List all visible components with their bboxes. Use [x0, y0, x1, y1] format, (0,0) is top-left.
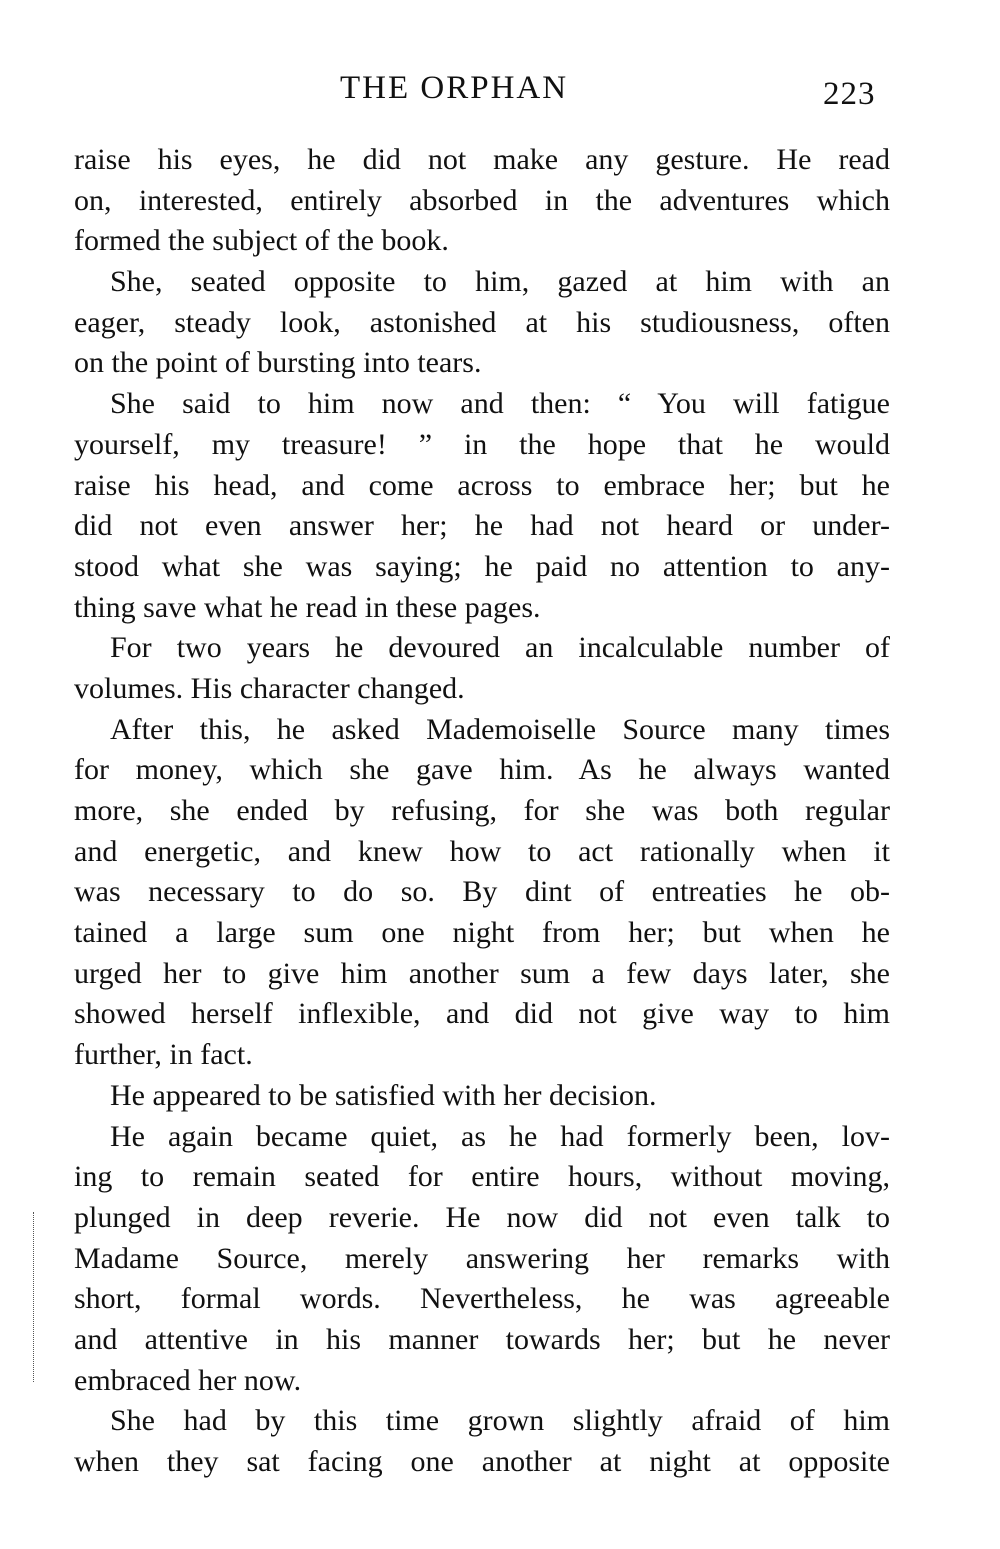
text-line: urged her to give him another sum a few days later, she: [74, 956, 890, 990]
text-line: volumes. His character changed.: [74, 671, 465, 705]
text-line: stood what she was saying; he paid no attention to any-: [74, 549, 890, 583]
text-line: more, she ended by refusing, for she was both regular: [74, 794, 890, 827]
text-line: on the point of bursting into tears.: [74, 346, 482, 380]
paragraph-start-line: She, seated opposite to him, gazed at him with an: [110, 265, 890, 299]
text-line: embraced her now.: [74, 1363, 302, 1397]
paragraph-start-line: He again became quiet, as he had formerly been, lov-: [110, 1119, 890, 1153]
text-line: was necessary to do so. By dint of entreaties he ob-: [74, 875, 890, 909]
text-line: and energetic, and knew how to act rationally when it: [74, 834, 890, 868]
margin-scan-mark: [33, 1212, 34, 1382]
paragraph-start-line: For two years he devoured an incalculable number of: [110, 631, 890, 665]
text-line: tained a large sum one night from her; but when he: [74, 916, 890, 950]
text-line: for money, which she gave him. As he always wanted: [74, 753, 890, 787]
running-title: THE ORPHAN: [340, 70, 569, 106]
text-line: eager, steady look, astonished at his studiousness, often: [74, 305, 890, 339]
text-line: plunged in deep reverie. He now did not even talk to: [74, 1200, 890, 1234]
paragraph-start-line: She had by this time grown slightly afraid of him: [110, 1404, 890, 1438]
text-line: Madame Source, merely answering her remarks with: [74, 1241, 890, 1275]
text-line: raise his eyes, he did not make any gesture. He read: [74, 143, 890, 176]
text-line: thing save what he read in these pages.: [74, 590, 541, 624]
text-line: formed the subject of the book.: [74, 224, 449, 258]
paragraph-start-line: She said to him now and then: “ You will fatigue: [110, 387, 890, 421]
text-line: showed herself inflexible, and did not give way to him: [74, 997, 890, 1031]
text-line: on, interested, entirely absorbed in the adventures which: [74, 183, 890, 217]
text-line: further, in fact.: [74, 1038, 253, 1072]
text-line: ing to remain seated for entire hours, without moving,: [74, 1160, 890, 1194]
text-line: yourself, my treasure! ” in the hope that he would: [74, 427, 890, 461]
running-head: [0, 70, 1000, 120]
page-number: 223: [823, 76, 876, 112]
text-line: raise his head, and come across to embrace her; but he: [74, 468, 890, 502]
text-line: short, formal words. Nevertheless, he was agreeable: [74, 1282, 890, 1316]
paragraph-start-line: After this, he asked Mademoiselle Source many times: [110, 712, 890, 746]
page-text: [74, 140, 890, 1483]
text-line: and attentive in his manner towards her; but he never: [74, 1322, 890, 1356]
text-line: when they sat facing one another at night at opposite: [74, 1445, 890, 1478]
paragraph-start-line: He appeared to be satisfied with her decision.: [110, 1078, 657, 1112]
text-line: did not even answer her; he had not heard or under-: [74, 509, 890, 543]
